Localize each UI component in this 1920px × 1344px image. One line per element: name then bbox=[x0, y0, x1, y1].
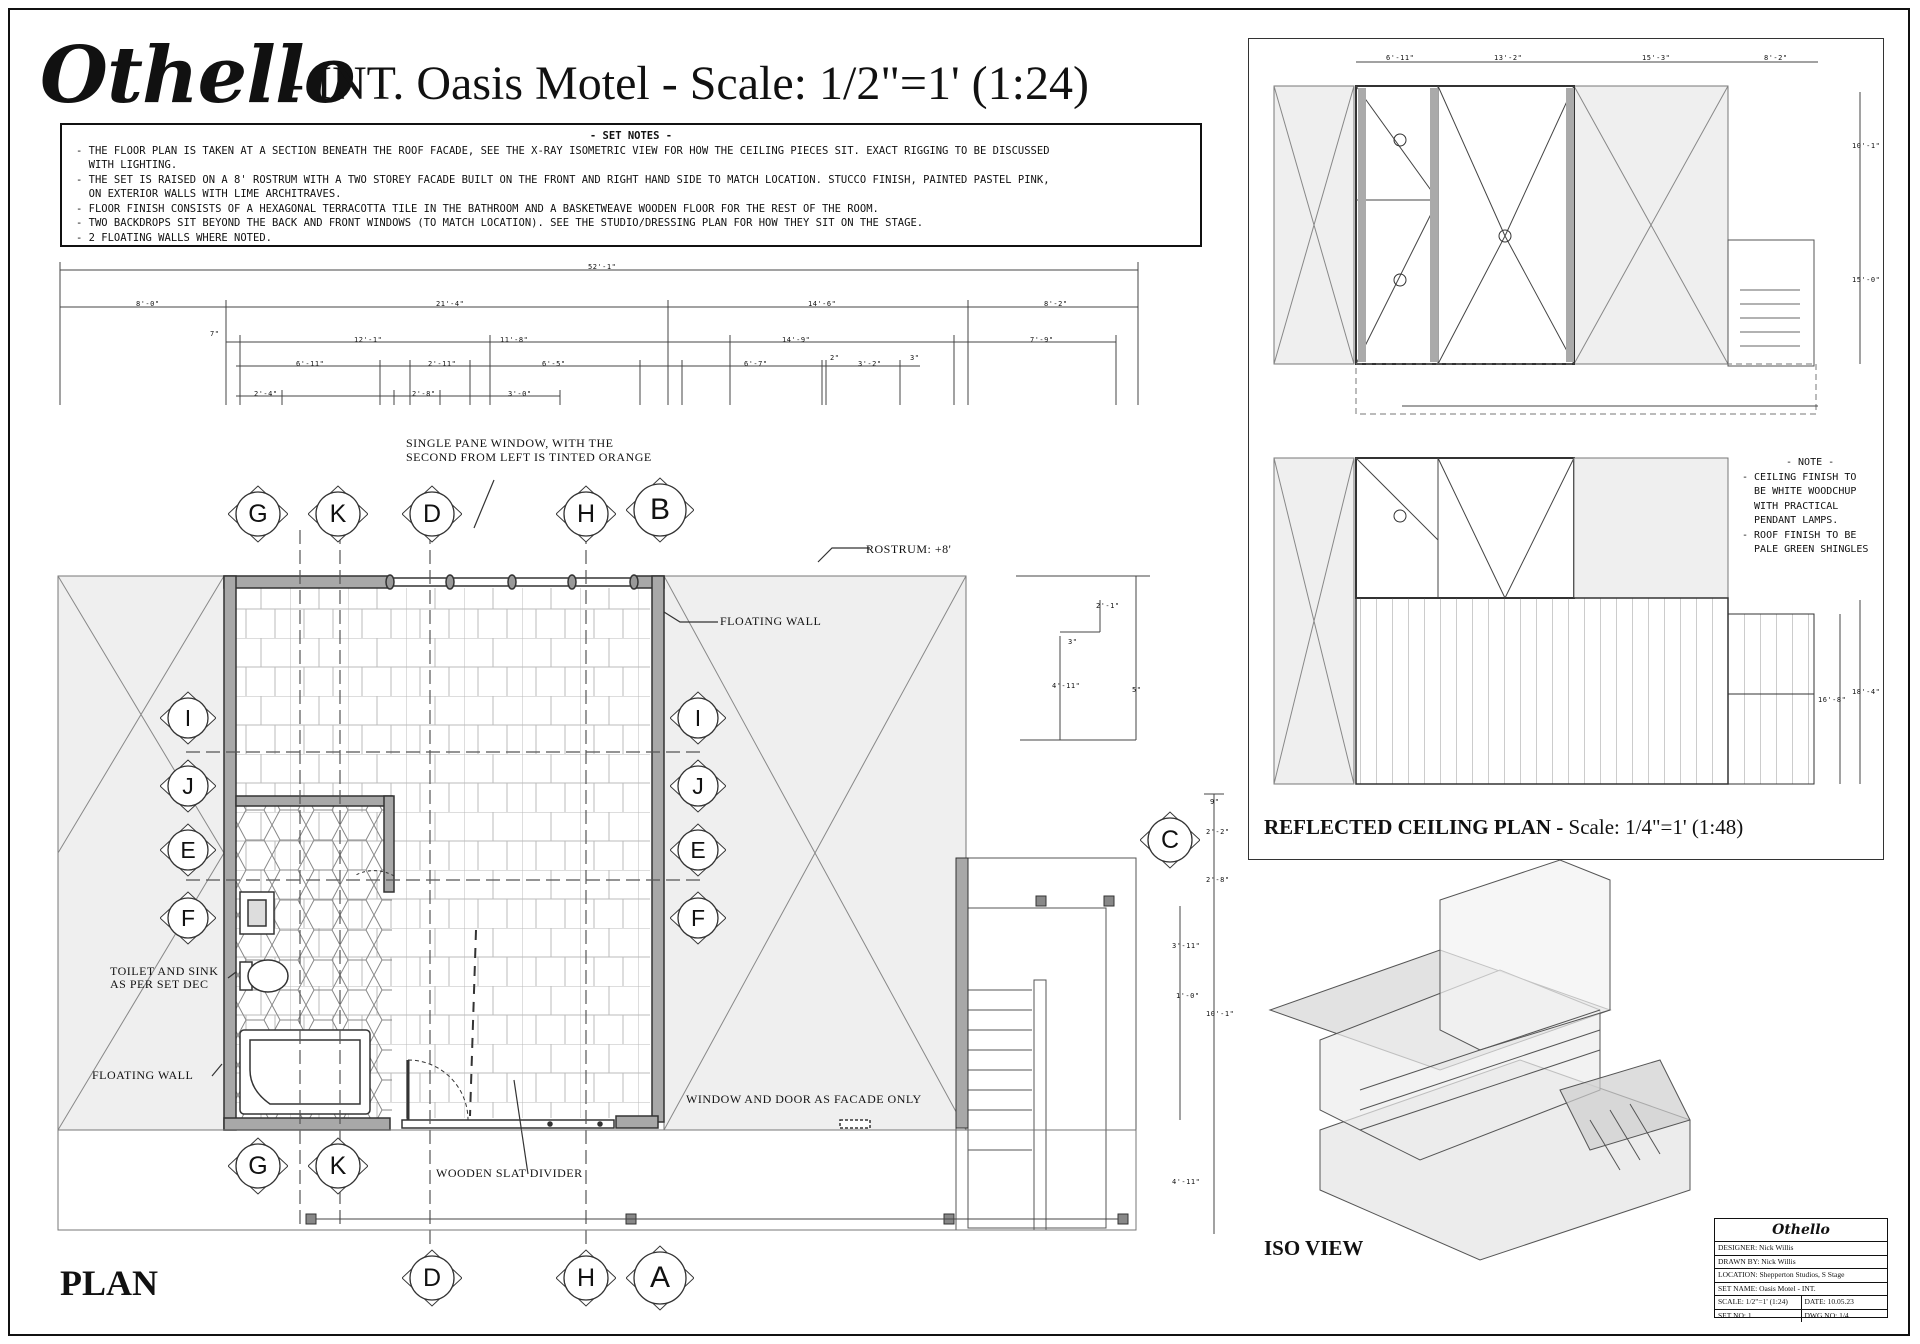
set-note-line: ON EXTERIOR WALLS WITH LIME ARCHITRAVES. bbox=[76, 188, 342, 200]
title-block-designer: DESIGNER: Nick Willis bbox=[1715, 1242, 1887, 1256]
floating-wall-right-rostrum bbox=[956, 858, 968, 1128]
dim-vertical: 3" bbox=[1068, 638, 1078, 646]
dim-vertical: 10'-1" bbox=[1206, 1010, 1235, 1018]
section-marker-bottom: H bbox=[556, 1248, 616, 1308]
title-block-dwg-no: DWG NO: 1/4 bbox=[1801, 1310, 1888, 1323]
rcp-note-line: - CEILING FINISH TO bbox=[1742, 471, 1857, 483]
section-marker-right: E bbox=[670, 822, 726, 878]
rcp-note-line: BE WHITE WOODCHUP bbox=[1742, 486, 1857, 497]
section-marker-left: J bbox=[160, 758, 216, 814]
dim-row1: 8'-0" bbox=[136, 300, 160, 308]
title-block-date: DATE: 10.05.23 bbox=[1801, 1296, 1888, 1309]
drawing-title: - INT. Oasis Motel - Scale: 1/2"=1' (1:24) bbox=[288, 57, 1089, 110]
title-block-location: LOCATION: Shepperton Studios, S Stage bbox=[1715, 1269, 1887, 1283]
dim-row2: 14'-9" bbox=[782, 336, 811, 344]
dim-vertical: 9" bbox=[1210, 798, 1220, 806]
section-marker-top: K bbox=[308, 484, 368, 544]
rcp-title-bold: REFLECTED CEILING PLAN - bbox=[1264, 815, 1564, 839]
rcp-dim: 18'-4" bbox=[1852, 688, 1881, 696]
iso-view bbox=[1270, 860, 1690, 1260]
toilet-note-line2: AS PER SET DEC bbox=[110, 977, 209, 991]
dim-row3: 3" bbox=[910, 354, 920, 362]
slat-divider-label: WOODEN SLAT DIVIDER bbox=[436, 1166, 583, 1180]
section-marker-bottom: G bbox=[228, 1136, 288, 1196]
rcp-dim: 6'-11" bbox=[1386, 54, 1415, 62]
set-note-line: WITH LIGHTING. bbox=[76, 159, 178, 171]
dim-row2: 12'-1" bbox=[354, 336, 383, 344]
section-marker-top: D bbox=[402, 484, 462, 544]
rcp-note bbox=[1742, 456, 1868, 558]
dim-vertical: 2'-8" bbox=[1206, 876, 1230, 884]
rcp-title bbox=[1264, 815, 1743, 840]
section-marker-right: J bbox=[670, 758, 726, 814]
title-block-scale-row bbox=[1715, 1296, 1887, 1310]
dim-row1: 8'-2" bbox=[1044, 300, 1068, 308]
rcp-note-line: - ROOF FINISH TO BE bbox=[1742, 529, 1857, 541]
dim-row3: 6'-5" bbox=[542, 360, 566, 368]
iso-heading: ISO VIEW bbox=[1264, 1236, 1364, 1260]
section-marker-top: H bbox=[556, 484, 616, 544]
dim-row4: 3'-0" bbox=[508, 390, 532, 398]
dim-vertical: 3'-11" bbox=[1172, 942, 1201, 950]
window-door-label: WINDOW AND DOOR AS FACADE ONLY bbox=[686, 1092, 922, 1106]
set-note-line: - FLOOR FINISH CONSISTS OF A HEXAGONAL TERRACOTTA TILE IN THE BATHROOM AND A BASKETWEAVE WOODEN FLOOR FOR THE REST OF THE ROOM. bbox=[76, 202, 879, 215]
rcp-panel bbox=[1248, 38, 1884, 860]
section-marker-bottom: D bbox=[402, 1248, 462, 1308]
rcp-dim: 10'-1" bbox=[1852, 142, 1881, 150]
dim-vertical: 4'-11" bbox=[1052, 682, 1081, 690]
plan-heading: PLAN bbox=[60, 1263, 158, 1303]
section-marker-side: C bbox=[1140, 810, 1200, 870]
dim-row3: 3'-2" bbox=[858, 360, 882, 368]
dim-row3: 6'-7" bbox=[744, 360, 768, 368]
rcp-note-line: WITH PRACTICAL bbox=[1742, 500, 1839, 512]
dim-row2: 11'-8" bbox=[500, 336, 529, 344]
right-dimensions bbox=[1016, 576, 1224, 1234]
rcp-dim: 16'-8" bbox=[1818, 696, 1847, 704]
toilet-note-line1: TOILET AND SINK bbox=[110, 964, 219, 978]
rcp-dim: 15'-0" bbox=[1852, 276, 1881, 284]
section-marker-top: B bbox=[626, 476, 694, 544]
dim-vertical: 2'-2" bbox=[1206, 828, 1230, 836]
dim-vertical: 1'-0" bbox=[1176, 992, 1200, 1000]
title-block-set-no: SET NO: 1 bbox=[1718, 1310, 1752, 1320]
dim-row1: 21'-4" bbox=[436, 300, 465, 308]
section-marker-right: F bbox=[670, 890, 726, 946]
dim-row3: 6'-11" bbox=[296, 360, 325, 368]
set-notes-heading: - SET NOTES - bbox=[589, 130, 673, 142]
dim-row4: 2'-8" bbox=[412, 390, 436, 398]
window-note-line1: SINGLE PANE WINDOW, WITH THE bbox=[406, 436, 614, 450]
rostrum-outline bbox=[58, 1130, 1136, 1230]
dim-row4: 2'-4" bbox=[254, 390, 278, 398]
rcp-title-scale: Scale: 1/4"=1' (1:48) bbox=[1563, 815, 1744, 839]
floating-wall-right-label: FLOATING WALL bbox=[720, 614, 822, 628]
set-note-line: - TWO BACKDROPS SIT BEYOND THE BACK AND FRONT WINDOWS (TO MATCH LOCATION). SEE THE STUDIO/DRESSING PLAN FOR HOW THEY SIT ON THE STAGE. bbox=[76, 217, 924, 229]
dim-row2: 7" bbox=[210, 330, 220, 338]
section-marker-left: I bbox=[160, 690, 216, 746]
section-marker-left: F bbox=[160, 890, 216, 946]
front-window bbox=[386, 575, 638, 589]
rcp-dim: 13'-2" bbox=[1494, 54, 1523, 62]
title-block bbox=[1714, 1218, 1888, 1318]
set-note-line: - 2 FLOATING WALLS WHERE NOTED. bbox=[76, 231, 272, 244]
section-marker-left: E bbox=[160, 822, 216, 878]
rcp-note-line: PALE GREEN SHINGLES bbox=[1742, 544, 1869, 555]
rcp-note-line: PENDANT LAMPS. bbox=[1742, 515, 1839, 526]
rcp-dim: 8'-2" bbox=[1764, 54, 1788, 62]
title-block-scale: SCALE: 1/2"=1' (1:24) bbox=[1718, 1297, 1788, 1306]
section-marker-right: I bbox=[670, 690, 726, 746]
dim-row1: 14'-6" bbox=[808, 300, 837, 308]
title-block-set-name: SET NAME: Oasis Motel - INT. bbox=[1715, 1283, 1887, 1297]
window-note-line2: SECOND FROM LEFT IS TINTED ORANGE bbox=[406, 450, 652, 464]
rcp-dim: 15'-3" bbox=[1642, 54, 1671, 62]
dim-vertical: 4'-11" bbox=[1172, 1178, 1201, 1186]
set-note-line: - THE FLOOR PLAN IS TAKEN AT A SECTION BENEATH THE ROOF FACADE, SEE THE X-RAY ISOMETRIC VIEW FOR HOW THE CEILING PIECES SIT. EXACT RIGGING TO BE DISCUSSED bbox=[76, 144, 1050, 157]
rostrum-label: ROSTRUM: +8' bbox=[866, 542, 952, 556]
title-block-drawn-by: DRAWN BY: Nick Willis bbox=[1715, 1256, 1887, 1270]
rcp-note-heading: - NOTE - bbox=[1786, 457, 1835, 468]
top-dimensions bbox=[60, 262, 1138, 405]
show-title: Othello bbox=[40, 30, 355, 121]
dim-row3: 2" bbox=[830, 354, 840, 362]
title-block-title: Othello bbox=[1715, 1219, 1887, 1242]
floating-wall-left-label: FLOATING WALL bbox=[92, 1068, 194, 1082]
title-block-number-row bbox=[1715, 1310, 1887, 1323]
dim-vertical: 5" bbox=[1132, 686, 1142, 694]
dim-row2: 7'-9" bbox=[1030, 336, 1054, 344]
section-marker-bottom: K bbox=[308, 1136, 368, 1196]
section-marker-bottom: A bbox=[626, 1244, 694, 1312]
dim-row3: 2'-11" bbox=[428, 360, 457, 368]
section-marker-top: G bbox=[228, 484, 288, 544]
rostrum-stairs bbox=[956, 858, 1136, 1230]
set-note-line: - THE SET IS RAISED ON A 8' ROSTRUM WITH A TWO STOREY FACADE BUILT ON THE FRONT AND RIGHT HAND SIDE TO MATCH LOCATION. STUCCO FINISH, PAINTED PASTEL PINK, bbox=[76, 173, 1050, 186]
dim-vertical: 2'-1" bbox=[1096, 602, 1120, 610]
dim-overall: 52'-1" bbox=[588, 263, 617, 271]
